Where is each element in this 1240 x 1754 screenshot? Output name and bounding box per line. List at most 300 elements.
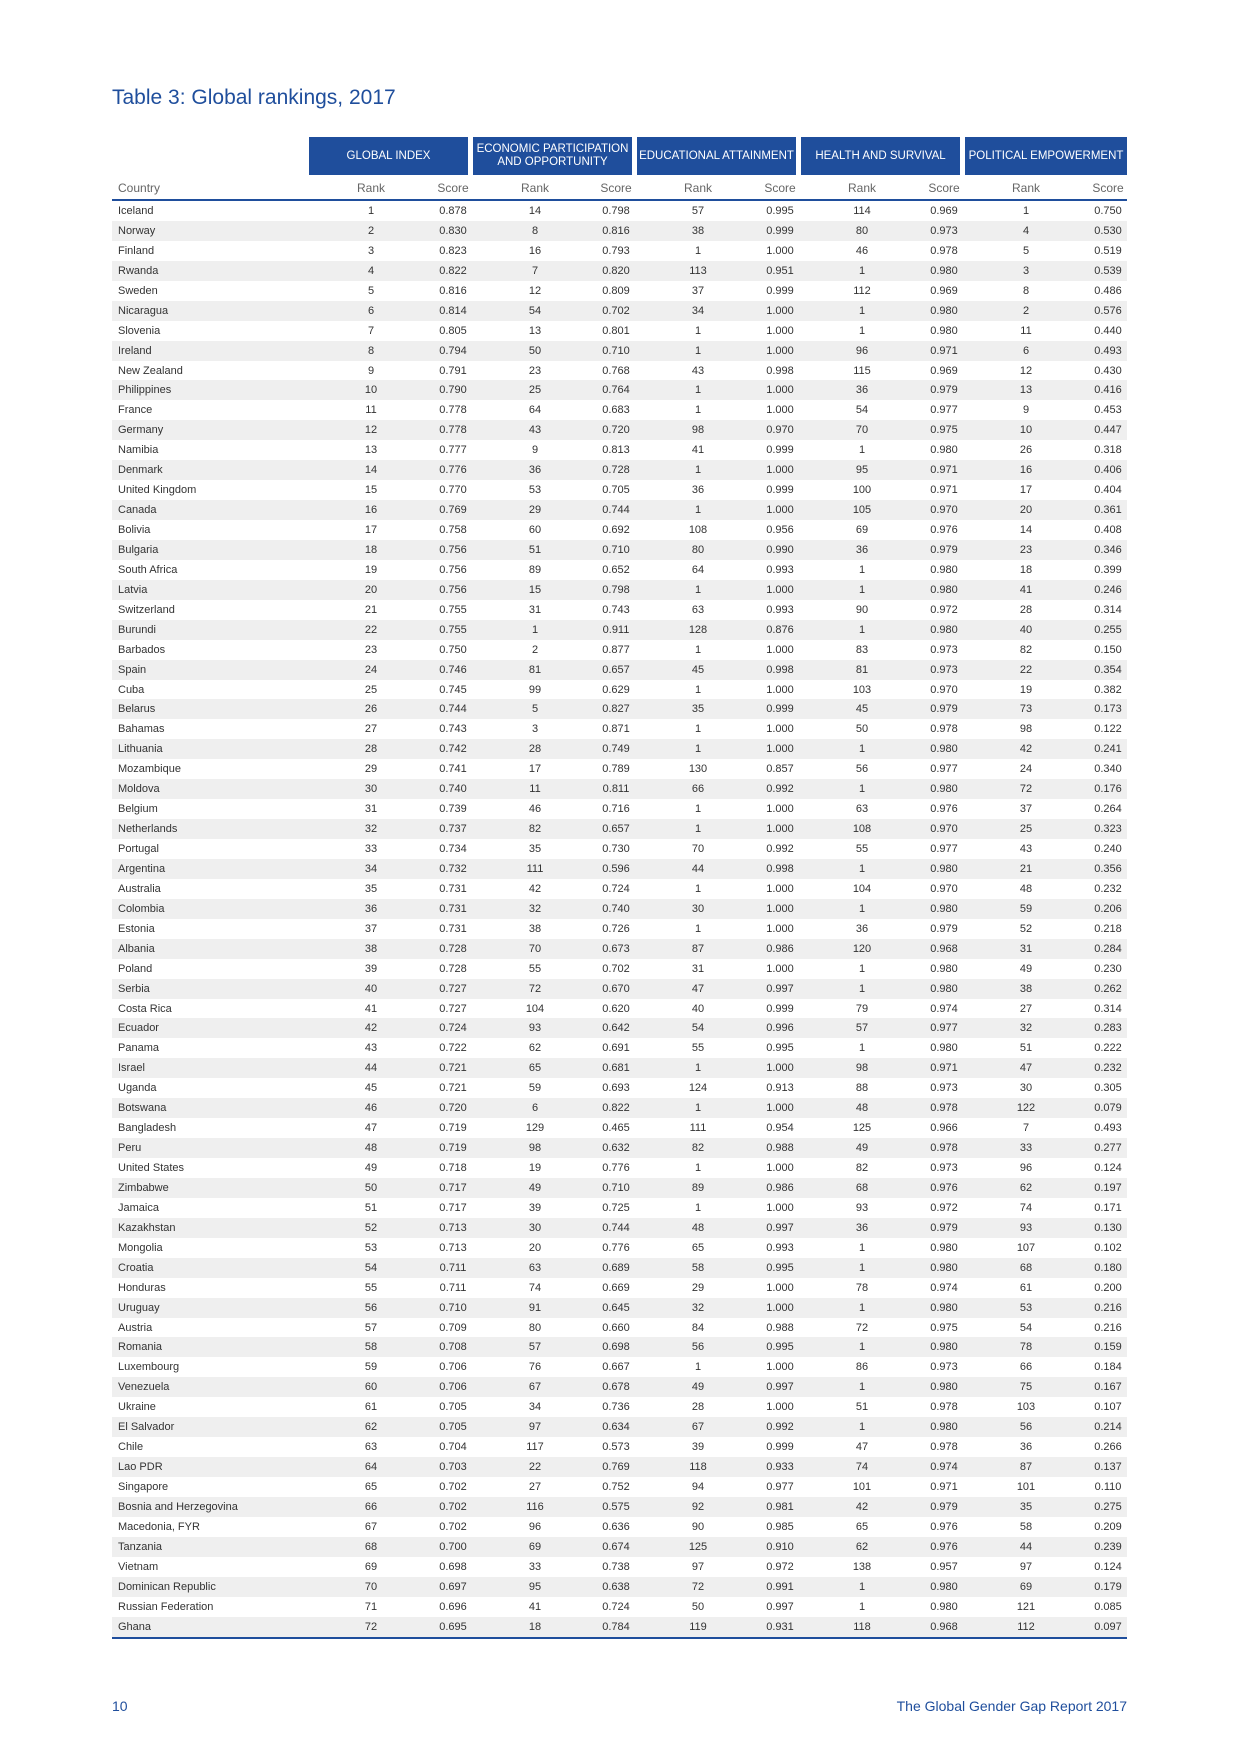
cell-political-score: 0.283 <box>1094 1022 1122 1035</box>
cell-economic-score: 0.720 <box>602 424 630 437</box>
cell-health-rank: 36 <box>855 922 869 935</box>
cell-global-score: 0.719 <box>439 1142 467 1155</box>
cell-education-score: 0.954 <box>766 1122 794 1135</box>
cell-health-score: 0.978 <box>930 1401 958 1414</box>
cell-health-score: 0.979 <box>930 543 958 556</box>
cell-education-score: 0.985 <box>766 1520 794 1533</box>
table-row <box>112 799 1127 819</box>
cell-political-score: 0.209 <box>1094 1520 1122 1533</box>
cell-health-rank: 57 <box>855 1022 869 1035</box>
cell-health-score: 0.976 <box>930 1520 958 1533</box>
cell-political-rank: 44 <box>1019 1540 1033 1553</box>
table-row <box>112 680 1127 700</box>
cell-education-rank: 32 <box>691 1301 705 1314</box>
cell-country: United States <box>118 1162 185 1174</box>
cell-political-rank: 38 <box>1019 982 1033 995</box>
cell-political-score: 0.214 <box>1094 1421 1122 1434</box>
cell-education-score: 1.000 <box>766 723 794 736</box>
cell-country: Peru <box>118 1142 142 1155</box>
cell-education-rank: 1 <box>694 683 702 696</box>
cell-country: Botswana <box>118 1102 167 1115</box>
cell-political-rank: 33 <box>1019 1142 1033 1155</box>
cell-health-rank: 105 <box>852 504 872 517</box>
cell-education-rank: 1 <box>694 723 702 736</box>
cell-economic-rank: 43 <box>528 424 542 437</box>
cell-economic-score: 0.749 <box>602 743 630 756</box>
cell-economic-rank: 38 <box>528 922 542 935</box>
cell-global-score: 0.731 <box>439 922 467 935</box>
table-row <box>112 480 1127 500</box>
cell-political-rank: 25 <box>1019 823 1033 836</box>
cell-political-rank: 28 <box>1019 603 1033 616</box>
cell-global-score: 0.717 <box>439 1201 467 1214</box>
cell-country: Austria <box>118 1321 153 1334</box>
cell-economic-rank: 5 <box>531 703 539 716</box>
cell-global-score: 0.741 <box>439 763 467 776</box>
table-row <box>112 1577 1127 1597</box>
cell-global-rank: 49 <box>364 1162 378 1174</box>
cell-country: Venezuela <box>118 1381 170 1394</box>
cell-education-rank: 39 <box>691 1441 705 1454</box>
cell-country: Spain <box>118 663 147 676</box>
cell-education-score: 0.991 <box>766 1580 794 1593</box>
cell-health-score: 0.977 <box>930 1022 958 1035</box>
cell-education-rank: 54 <box>691 1022 705 1035</box>
table-row <box>112 1377 1127 1397</box>
cell-economic-score: 0.728 <box>602 464 630 477</box>
cell-global-score: 0.706 <box>439 1361 467 1374</box>
cell-education-rank: 44 <box>691 862 705 875</box>
cell-political-rank: 103 <box>1016 1401 1036 1414</box>
cell-education-score: 0.993 <box>766 563 794 576</box>
table-row <box>112 420 1127 440</box>
cell-country: Norway <box>118 224 156 237</box>
cell-economic-rank: 27 <box>528 1481 542 1493</box>
cell-political-score: 0.124 <box>1094 1560 1122 1573</box>
cell-economic-rank: 3 <box>531 723 539 736</box>
cell-health-rank: 78 <box>855 1281 869 1294</box>
cell-global-rank: 53 <box>364 1241 378 1254</box>
cell-education-score: 1.000 <box>766 504 794 517</box>
cell-political-rank: 7 <box>1022 1122 1030 1135</box>
cell-country: France <box>118 404 153 417</box>
cell-health-rank: 1 <box>858 1341 866 1354</box>
cell-economic-rank: 18 <box>528 1620 542 1633</box>
table-row <box>112 1557 1127 1577</box>
cell-economic-rank: 1 <box>531 623 539 636</box>
table-row <box>112 1038 1127 1058</box>
cell-country: Romania <box>118 1341 163 1354</box>
cell-economic-rank: 104 <box>525 1002 545 1015</box>
cell-country: New Zealand <box>118 364 183 377</box>
cell-health-rank: 81 <box>855 663 869 676</box>
cell-global-rank: 62 <box>364 1421 378 1434</box>
cell-economic-rank: 62 <box>528 1042 542 1055</box>
cell-health-rank: 1 <box>858 1042 866 1055</box>
cell-political-rank: 42 <box>1019 743 1033 756</box>
cell-health-rank: 1 <box>858 1261 866 1274</box>
cell-country: Netherlands <box>118 823 178 836</box>
cell-health-score: 0.980 <box>930 583 958 596</box>
table-body <box>112 201 1127 1637</box>
cell-education-score: 1.000 <box>766 803 794 816</box>
table-row <box>112 1337 1127 1357</box>
cell-health-rank: 36 <box>855 1221 869 1234</box>
cell-health-rank: 72 <box>855 1321 869 1334</box>
cell-country: Lithuania <box>118 743 163 756</box>
cell-health-rank: 103 <box>852 683 872 696</box>
cell-economic-score: 0.710 <box>602 344 630 357</box>
cell-economic-score: 0.764 <box>602 384 630 397</box>
cell-global-rank: 34 <box>364 862 378 875</box>
cell-economic-rank: 11 <box>529 783 541 796</box>
cell-education-rank: 87 <box>691 942 705 955</box>
table-row <box>112 1537 1127 1557</box>
cell-health-score: 0.980 <box>930 1421 958 1434</box>
table-row <box>112 939 1127 959</box>
table-row <box>112 879 1127 899</box>
cell-global-rank: 47 <box>364 1122 378 1135</box>
cell-education-rank: 1 <box>694 1102 702 1115</box>
cell-economic-score: 0.736 <box>602 1401 630 1414</box>
cell-economic-score: 0.642 <box>602 1022 630 1035</box>
cell-global-rank: 46 <box>364 1102 378 1115</box>
cell-political-rank: 62 <box>1019 1181 1033 1194</box>
cell-economic-rank: 25 <box>528 384 542 397</box>
cell-political-rank: 18 <box>1019 563 1033 576</box>
cell-global-score: 0.805 <box>439 324 467 337</box>
cell-economic-score: 0.716 <box>602 803 630 816</box>
cell-education-score: 0.999 <box>766 703 794 716</box>
cell-global-score: 0.790 <box>439 384 467 397</box>
cell-political-rank: 122 <box>1016 1102 1036 1115</box>
cell-economic-score: 0.575 <box>602 1500 630 1513</box>
cell-global-score: 0.721 <box>439 1062 467 1075</box>
cell-education-rank: 82 <box>691 1142 705 1155</box>
cell-health-score: 0.980 <box>930 264 958 277</box>
cell-economic-rank: 28 <box>528 743 542 756</box>
cell-global-rank: 17 <box>364 524 378 536</box>
cell-education-score: 0.999 <box>766 1002 794 1015</box>
cell-economic-rank: 63 <box>528 1261 542 1274</box>
cell-global-score: 0.719 <box>439 1122 467 1135</box>
cell-economic-rank: 9 <box>531 444 539 457</box>
table-row <box>112 361 1127 381</box>
cell-global-rank: 27 <box>364 723 378 736</box>
cell-global-rank: 54 <box>364 1261 378 1274</box>
cell-global-score: 0.727 <box>439 1002 467 1015</box>
cell-political-score: 0.206 <box>1094 902 1122 915</box>
cell-political-rank: 82 <box>1019 643 1033 656</box>
cell-health-score: 0.971 <box>930 344 958 357</box>
cell-education-score: 1.000 <box>766 464 794 477</box>
cell-health-rank: 51 <box>855 1401 869 1414</box>
cell-health-score: 0.976 <box>930 524 958 536</box>
cell-health-rank: 90 <box>855 603 869 616</box>
cell-economic-score: 0.681 <box>602 1062 630 1075</box>
cell-global-rank: 44 <box>364 1062 378 1075</box>
cell-education-rank: 111 <box>689 1122 707 1135</box>
table-row <box>112 819 1127 839</box>
cell-political-score: 0.216 <box>1094 1301 1122 1314</box>
cell-country: Denmark <box>118 464 163 477</box>
cell-health-rank: 1 <box>858 623 866 636</box>
cell-health-score: 0.966 <box>930 1122 958 1135</box>
cell-economic-rank: 23 <box>528 364 542 377</box>
cell-economic-score: 0.632 <box>602 1142 630 1155</box>
cell-political-rank: 3 <box>1022 264 1030 277</box>
cell-health-score: 0.980 <box>930 623 958 636</box>
cell-education-rank: 35 <box>691 703 705 716</box>
cell-global-score: 0.739 <box>439 803 467 816</box>
cell-political-rank: 96 <box>1019 1162 1033 1174</box>
cell-political-score: 0.097 <box>1094 1620 1122 1633</box>
cell-education-rank: 1 <box>694 324 702 337</box>
cell-education-score: 1.000 <box>766 1062 794 1075</box>
cell-political-score: 0.079 <box>1094 1102 1122 1115</box>
cell-economic-rank: 95 <box>528 1580 542 1593</box>
cell-education-score: 1.000 <box>766 643 794 656</box>
cell-health-score: 0.980 <box>930 1600 958 1613</box>
cell-health-rank: 1 <box>858 862 866 875</box>
cell-political-score: 0.305 <box>1094 1082 1122 1095</box>
cell-country: Poland <box>118 962 153 975</box>
cell-global-rank: 48 <box>364 1142 378 1155</box>
cell-economic-rank: 57 <box>528 1341 542 1354</box>
cell-country: Iceland <box>118 205 154 217</box>
cell-health-rank: 56 <box>855 763 869 776</box>
column-header-rank: Rank <box>1011 181 1040 195</box>
cell-economic-score: 0.669 <box>602 1281 630 1294</box>
cell-education-rank: 92 <box>691 1500 705 1513</box>
cell-education-score: 0.913 <box>766 1082 794 1095</box>
cell-political-rank: 87 <box>1019 1461 1033 1474</box>
table-row <box>112 1238 1127 1258</box>
cell-education-score: 0.999 <box>766 224 794 237</box>
cell-economic-rank: 8 <box>531 224 539 237</box>
table-row <box>112 1278 1127 1298</box>
cell-education-rank: 1 <box>694 823 702 836</box>
cell-political-rank: 61 <box>1019 1281 1033 1294</box>
cell-economic-rank: 14 <box>528 205 542 217</box>
column-header-row <box>112 175 1127 201</box>
cell-health-rank: 48 <box>855 1102 869 1115</box>
cell-health-score: 0.973 <box>930 224 958 237</box>
cell-health-score: 0.973 <box>930 1361 958 1374</box>
table-row <box>112 1597 1127 1617</box>
cell-education-rank: 108 <box>688 524 708 536</box>
cell-political-score: 0.404 <box>1094 484 1122 497</box>
cell-political-rank: 121 <box>1016 1600 1036 1613</box>
cell-global-rank: 29 <box>364 763 378 776</box>
cell-health-rank: 83 <box>855 643 869 656</box>
cell-political-rank: 11 <box>1020 324 1032 337</box>
cell-education-rank: 128 <box>688 623 708 636</box>
cell-global-rank: 30 <box>364 783 378 796</box>
cell-economic-rank: 89 <box>528 563 542 576</box>
cell-country: Burundi <box>118 623 156 636</box>
cell-political-rank: 8 <box>1022 284 1030 297</box>
cell-health-score: 0.980 <box>930 324 958 337</box>
cell-global-rank: 59 <box>364 1361 378 1374</box>
cell-global-score: 0.710 <box>439 1301 467 1314</box>
table-row <box>112 919 1127 939</box>
cell-economic-score: 0.698 <box>602 1341 630 1354</box>
cell-economic-score: 0.678 <box>602 1381 630 1394</box>
cell-health-rank: 50 <box>855 723 869 736</box>
cell-education-score: 1.000 <box>766 404 794 417</box>
cell-political-score: 0.354 <box>1094 663 1122 676</box>
cell-political-score: 0.232 <box>1094 1062 1122 1075</box>
cell-global-rank: 51 <box>364 1201 378 1214</box>
cell-health-score: 0.969 <box>930 284 958 297</box>
cell-health-score: 0.971 <box>930 1481 958 1493</box>
cell-economic-rank: 29 <box>528 504 542 517</box>
cell-health-rank: 54 <box>855 404 869 417</box>
cell-health-rank: 96 <box>855 344 869 357</box>
cell-economic-score: 0.667 <box>602 1361 630 1374</box>
cell-country: Ecuador <box>118 1022 159 1035</box>
cell-health-score: 0.979 <box>930 922 958 935</box>
table-row <box>112 1018 1127 1038</box>
table-row <box>112 281 1127 301</box>
cell-political-rank: 72 <box>1019 783 1033 796</box>
table-row <box>112 201 1127 221</box>
cell-political-score: 0.356 <box>1094 862 1122 875</box>
cell-health-score: 0.974 <box>930 1461 958 1474</box>
cell-education-score: 0.970 <box>766 424 794 437</box>
table-row <box>112 859 1127 879</box>
cell-economic-rank: 20 <box>528 1241 542 1254</box>
cell-economic-rank: 74 <box>528 1281 542 1294</box>
cell-global-rank: 66 <box>364 1500 378 1513</box>
cell-global-score: 0.717 <box>439 1181 467 1194</box>
cell-economic-score: 0.636 <box>602 1520 630 1533</box>
cell-political-score: 0.184 <box>1094 1361 1122 1374</box>
cell-political-score: 0.361 <box>1094 504 1122 517</box>
cell-political-rank: 56 <box>1019 1421 1033 1434</box>
cell-country: Dominican Republic <box>118 1580 216 1593</box>
cell-global-score: 0.722 <box>439 1042 467 1055</box>
cell-economic-rank: 117 <box>526 1441 544 1454</box>
cell-education-rank: 37 <box>691 284 705 297</box>
cell-global-rank: 35 <box>364 882 378 895</box>
cell-economic-score: 0.725 <box>602 1201 630 1214</box>
cell-economic-rank: 39 <box>528 1201 542 1214</box>
cell-health-score: 0.979 <box>930 1500 958 1513</box>
cell-political-rank: 73 <box>1019 703 1033 716</box>
cell-health-rank: 1 <box>858 1580 866 1593</box>
cell-country: Tanzania <box>118 1540 163 1553</box>
cell-education-rank: 40 <box>691 1002 705 1015</box>
cell-political-score: 0.200 <box>1094 1281 1122 1294</box>
table-row <box>112 380 1127 400</box>
cell-global-score: 0.713 <box>439 1221 467 1234</box>
cell-economic-score: 0.724 <box>602 882 630 895</box>
table-row <box>112 739 1127 759</box>
cell-education-rank: 66 <box>691 783 705 796</box>
cell-economic-rank: 111 <box>526 862 544 875</box>
cell-political-score: 0.085 <box>1094 1600 1122 1613</box>
cell-health-score: 0.979 <box>930 703 958 716</box>
cell-education-rank: 67 <box>691 1421 705 1434</box>
cell-country: Lao PDR <box>118 1461 163 1474</box>
table-bottom-rule <box>112 1637 1127 1639</box>
cell-country: Estonia <box>118 922 155 935</box>
cell-global-rank: 22 <box>364 623 378 636</box>
cell-political-score: 0.179 <box>1094 1580 1122 1593</box>
cell-education-score: 0.910 <box>766 1540 794 1553</box>
cell-education-rank: 41 <box>691 444 705 457</box>
cell-health-rank: 1 <box>858 962 866 975</box>
cell-political-rank: 36 <box>1019 1441 1033 1454</box>
cell-economic-score: 0.789 <box>602 763 630 776</box>
table-row <box>112 261 1127 281</box>
cell-global-rank: 10 <box>364 384 378 397</box>
cell-health-score: 0.969 <box>930 205 958 217</box>
cell-global-score: 0.746 <box>439 663 467 676</box>
cell-country: Israel <box>118 1062 145 1075</box>
cell-education-rank: 1 <box>694 882 702 895</box>
cell-country: Serbia <box>118 982 150 995</box>
cell-political-rank: 59 <box>1019 902 1033 915</box>
cell-political-score: 0.102 <box>1094 1241 1122 1254</box>
cell-health-rank: 1 <box>858 1301 866 1314</box>
cell-global-rank: 58 <box>364 1341 378 1354</box>
cell-education-score: 0.995 <box>766 1261 794 1274</box>
cell-country: Finland <box>118 244 155 257</box>
cell-global-score: 0.702 <box>439 1520 467 1533</box>
cell-economic-score: 0.768 <box>602 364 630 377</box>
cell-global-score: 0.732 <box>439 862 467 875</box>
cell-health-rank: 69 <box>855 524 869 536</box>
cell-health-rank: 108 <box>852 823 872 836</box>
column-header-country: Country <box>118 181 161 195</box>
table-row <box>112 839 1127 859</box>
cell-economic-score: 0.827 <box>602 703 630 716</box>
cell-economic-score: 0.743 <box>602 603 630 616</box>
cell-global-score: 0.750 <box>439 643 467 656</box>
cell-education-rank: 72 <box>691 1580 705 1593</box>
cell-education-score: 1.000 <box>766 324 794 337</box>
cell-economic-rank: 2 <box>531 643 539 656</box>
cell-health-rank: 62 <box>855 1540 869 1553</box>
cell-economic-score: 0.816 <box>602 224 630 237</box>
cell-political-rank: 21 <box>1019 862 1033 875</box>
cell-political-score: 0.150 <box>1094 643 1122 656</box>
cell-global-rank: 39 <box>364 962 378 975</box>
cell-political-score: 0.124 <box>1094 1162 1122 1174</box>
cell-education-score: 0.996 <box>766 1022 794 1035</box>
cell-political-score: 0.275 <box>1094 1500 1122 1513</box>
cell-education-rank: 98 <box>691 424 705 437</box>
cell-political-rank: 51 <box>1019 1042 1033 1055</box>
cell-global-score: 0.816 <box>439 284 467 297</box>
cell-education-rank: 38 <box>691 224 705 237</box>
cell-political-rank: 35 <box>1019 1500 1033 1513</box>
cell-global-rank: 2 <box>367 224 375 237</box>
cell-global-score: 0.742 <box>439 743 467 756</box>
cell-education-rank: 48 <box>691 1221 705 1234</box>
cell-health-score: 0.968 <box>930 1620 958 1633</box>
cell-health-rank: 80 <box>855 224 869 237</box>
cell-political-rank: 68 <box>1019 1261 1033 1274</box>
cell-education-rank: 1 <box>694 504 702 517</box>
cell-country: Canada <box>118 504 157 517</box>
cell-health-rank: 1 <box>858 583 866 596</box>
cell-political-score: 0.239 <box>1094 1540 1122 1553</box>
cell-global-score: 0.758 <box>439 524 467 536</box>
